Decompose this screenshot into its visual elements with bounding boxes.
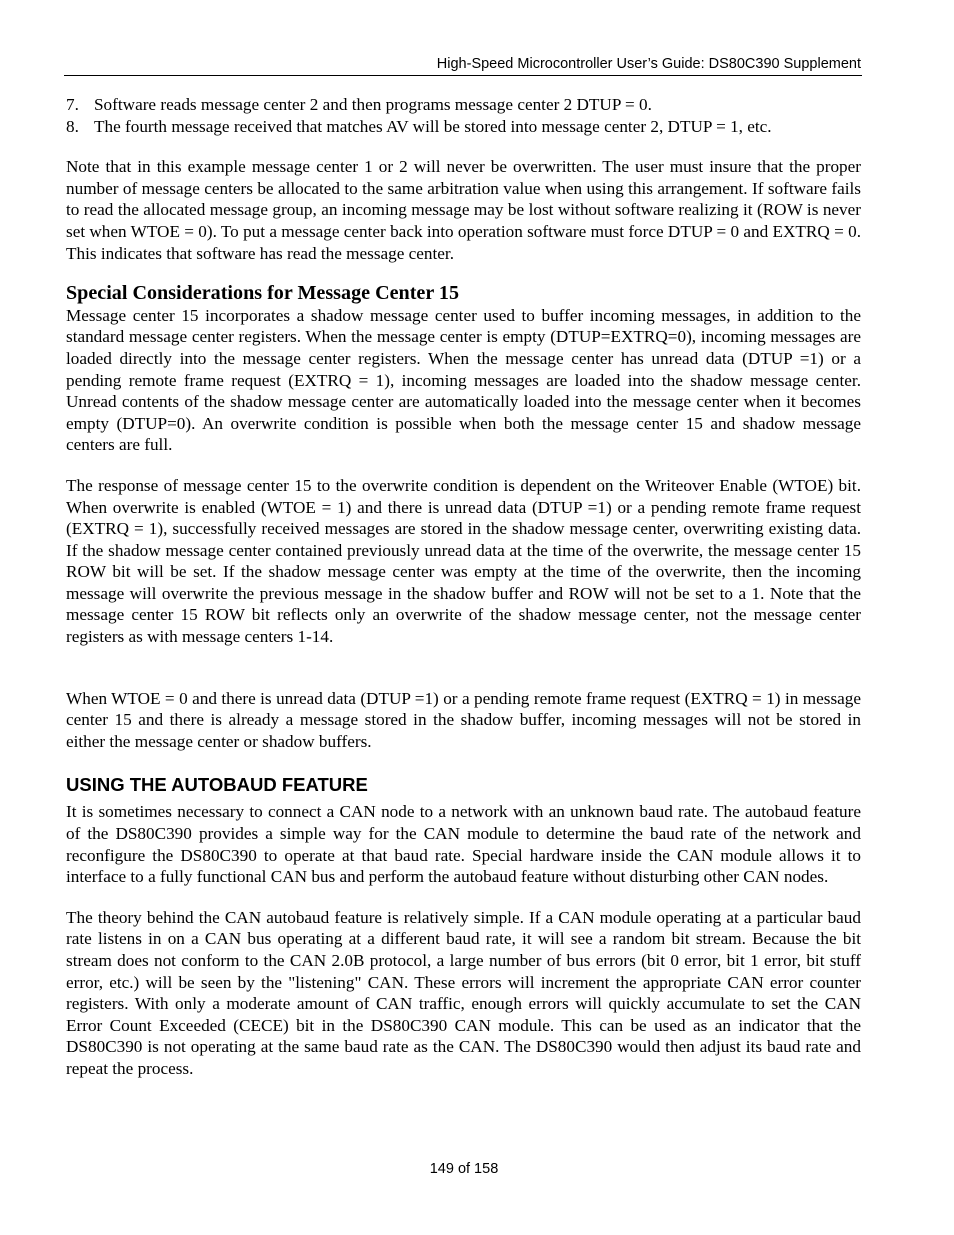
list-item-number: 7. — [66, 95, 79, 114]
header-divider — [64, 75, 862, 76]
autobaud-theory-paragraph: The theory behind the CAN autobaud feature is relatively simple. If a CAN module operating at a particular baud rate listens in on a CAN bus operating at a different baud rate, it will see a random bit stream. Because the bit stream does not conform to the CAN 2.0B protocol, a large number of bus errors (bit 0 error, bit 1 error, bit stuff error, etc.) will be seen by the "listening" CAN. These errors will increment the appropriate CAN error counter registers. With only a moderate amount of CAN traffic, enough errors will quickly accumulate to set the CAN Error Count Exceeded (CECE) bit in the DS80C390 CAN module. This can be used as an indicator that the DS80C390 is not operating at the same baud rate as the CAN. The DS80C390 would then adjust its baud rate and repeat the process. — [66, 907, 861, 1078]
spacer — [66, 752, 861, 771]
overwrite-response-paragraph: The response of message center 15 to the overwrite condition is dependent on the Writeover Enable (WTOE) bit. When overwrite is enabled (WTOE = 1) and there is unread data (DTUP =1) or a pending remote frame request (EXTRQ = 1), successfully received messages are stored in the shadow message center, overwriting existing data. If the shadow message center contained previously unread data at the time of the overwrite, the message center 15 ROW bit will be set. If the shadow message center was empty at the time of the overwrite, then the incoming message will overwrite the previous message in the shadow buffer and ROW will not be set to a 1. Note that the message center 15 ROW bit reflects only an overwrite of the shadow message center, not the message center registers as with message centers 1-14. — [66, 475, 861, 647]
document-body — [66, 94, 861, 1080]
special-considerations-paragraph: Message center 15 incorporates a shadow message center used to buffer incoming messages, in addition to the standard message center registers. When the message center is empty (DTUP=EXTRQ=0), incoming messages are loaded directly into the message center registers. When the message center has unread data (DTUP =1) or a pending remote frame request (EXTRQ = 1), incoming messages are loaded into the shadow message center. Unread contents of the shadow message center are automatically loaded into the message center when it becomes empty (DTUP=0). An overwrite condition is possible when both the message center 15 and shadow message centers are full. — [66, 305, 861, 455]
numbered-list — [66, 94, 861, 137]
spacer — [66, 264, 861, 283]
page-number: 149 of 158 — [429, 1161, 499, 1177]
list-item — [66, 116, 861, 138]
list-item-text: The fourth message received that matches AV will be stored into message center 2, DTUP = 1, etc. — [94, 116, 772, 136]
list-item — [66, 94, 861, 116]
autobaud-section-heading: USING THE AUTOBAUD FEATURE — [66, 774, 368, 796]
special-considerations-heading: Special Considerations for Message Center 15 — [66, 282, 460, 305]
list-item-text: Software reads message center 2 and then programs message center 2 DTUP = 0. — [94, 95, 652, 114]
autobaud-intro-paragraph: It is sometimes necessary to connect a CAN node to a network with an unknown baud rate. The autobaud feature of the DS80C390 provides a simple way for the CAN module to determine the baud rate of the network and reconfigure the DS80C390 to operate at that baud rate. Special hardware inside the CAN module allows it to interface to a fully functional CAN bus and perform the autobaud feature without disturbing other CAN nodes. — [66, 802, 861, 887]
spacer — [66, 456, 861, 475]
spacer — [66, 137, 861, 156]
list-item-number: 8. — [66, 116, 79, 136]
spacer — [66, 648, 861, 688]
wtoe-zero-paragraph: When WTOE = 0 and there is unread data (DTUP =1) or a pending remote frame request (EXTRQ = 1) in message center 15 and there is already a message stored in the shadow buffer, incoming messages will not be stored in either the message center or shadow buffers. — [66, 688, 861, 751]
spacer — [66, 888, 861, 907]
note-paragraph: Note that in this example message center 1 or 2 will never be overwritten. The user must insure that the proper number of message centers be allocated to the same arbitration value when using this arrangement. If software fails to read the allocated message group, an incoming message may be lost without software realizing it (ROW is never set when WTOE = 0). To put a message center back into operation software must force DTUP = 0 and EXTRQ = 0. This indicates that software has read the message center. — [66, 157, 861, 263]
running-header: High-Speed Microcontroller User’s Guide: DS80C390 Supplement — [436, 56, 861, 72]
